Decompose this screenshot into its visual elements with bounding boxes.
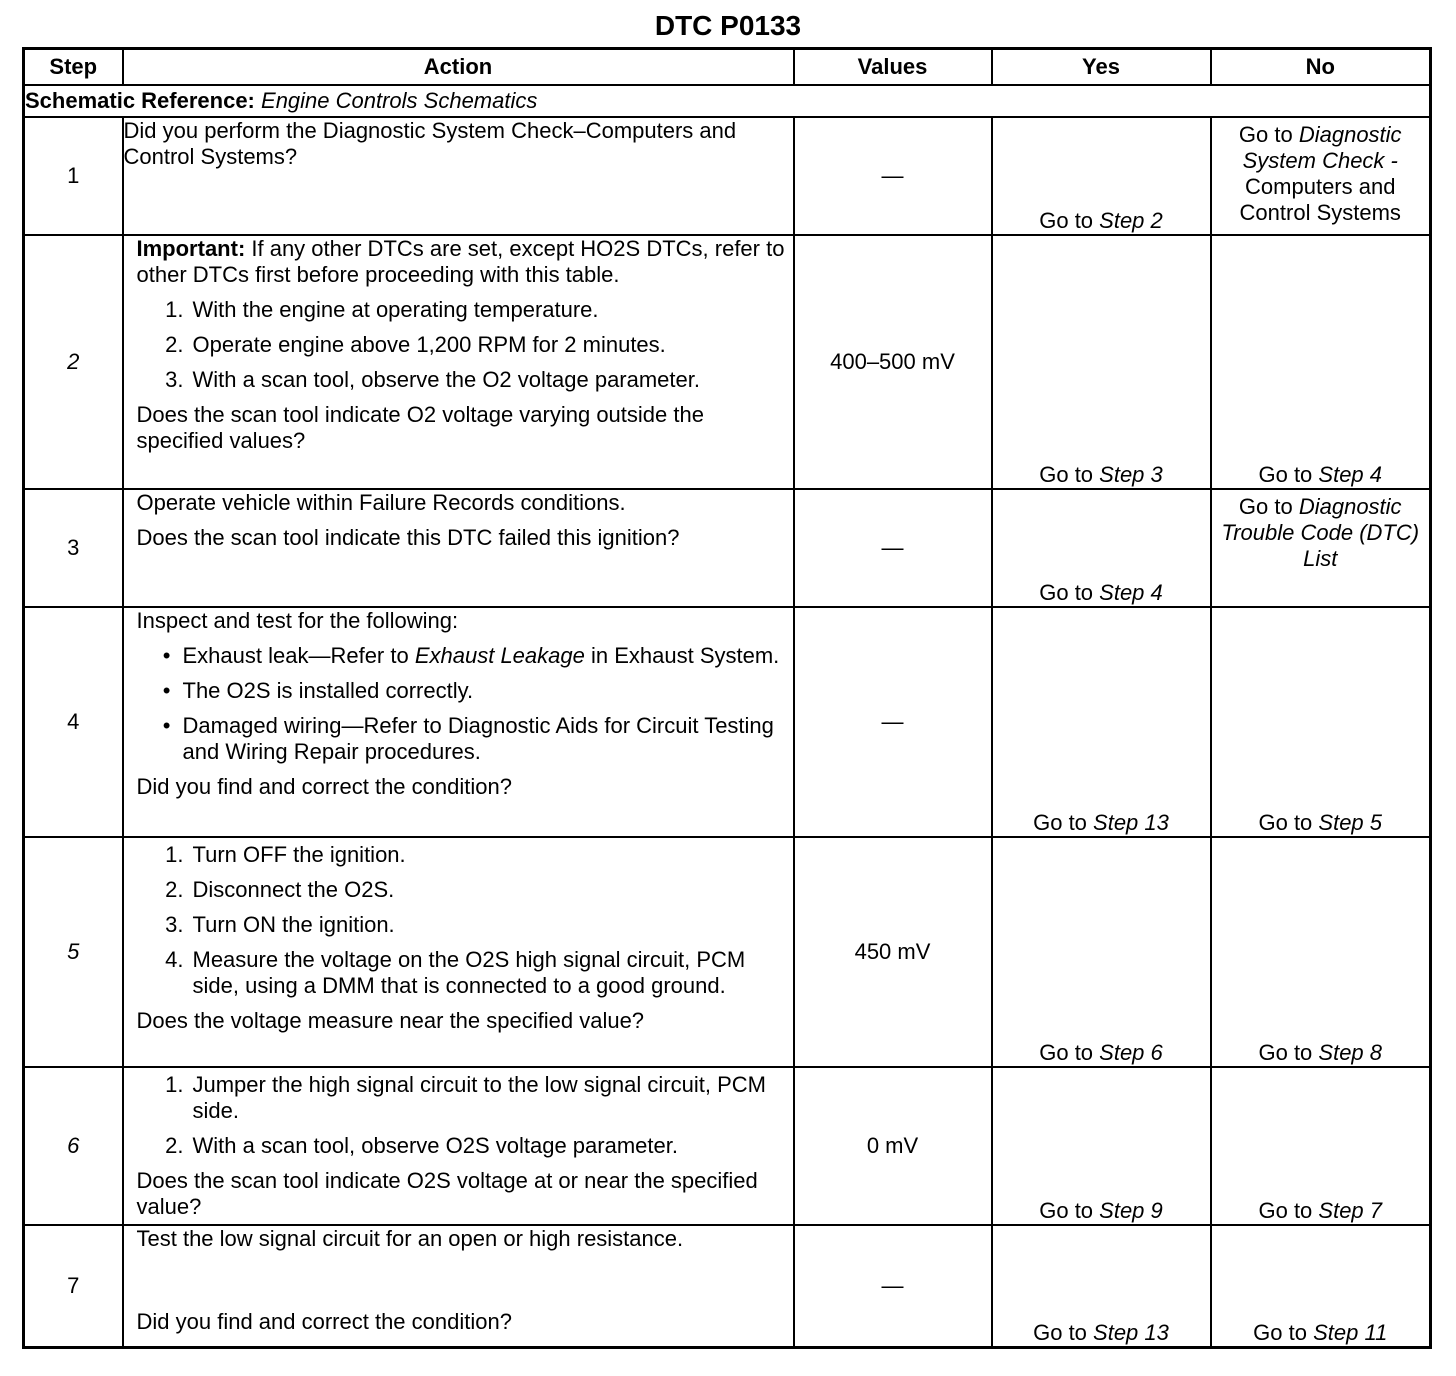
important-label: Important: [136, 236, 246, 261]
no-cell: Go to Diagnostic Trouble Code (DTC) List [1211, 489, 1431, 607]
procedure-list [137, 1072, 793, 1159]
table-row [24, 117, 1431, 235]
list-item: 1. With the engine at operating temperature. [165, 297, 599, 322]
dtc-table [22, 47, 1432, 1349]
no-target: Step 5 [1318, 810, 1383, 835]
step-number: 3 [24, 489, 123, 607]
yes-target: Step 6 [1099, 1040, 1163, 1065]
no-cell: Go to Step 5 [1211, 607, 1431, 837]
yes-prefix: Go to [1039, 208, 1100, 233]
yes-target: Step 9 [1099, 1198, 1163, 1223]
list-item: 3. Turn ON the ignition. [165, 912, 395, 937]
yes-cell: Go to Step 13 [992, 607, 1211, 837]
step-number: 6 [24, 1067, 123, 1225]
action-cell [123, 117, 794, 235]
step-number: 4 [24, 607, 123, 837]
list-item: • Exhaust leak—Refer to Exhaust Leakage in Exhaust System. [162, 643, 780, 668]
step-number: 7 [24, 1225, 123, 1347]
step-number: 5 [24, 837, 123, 1067]
values-cell: 0 mV [794, 1067, 992, 1225]
action-question: Does the voltage measure near the specified value? [136, 1008, 645, 1033]
list-item: • The O2S is installed correctly. [162, 678, 474, 703]
no-prefix: Go to [1238, 122, 1299, 147]
yes-target: Step 2 [1099, 208, 1163, 233]
no-cell [1211, 117, 1431, 235]
action-intro: Inspect and test for the following: [136, 608, 459, 633]
action-question: Does the scan tool indicate this DTC failed this ignition? [136, 525, 680, 550]
no-cell: Go to Step 8 [1211, 837, 1431, 1067]
procedure-list [137, 842, 793, 999]
header-step: Step [24, 49, 123, 86]
no-target: Step 11 [1313, 1319, 1388, 1345]
list-item: • Damaged wiring—Refer to Diagnostic Aids for Circuit Testing and Wiring Repair procedures. [162, 713, 774, 764]
header-yes: Yes [992, 49, 1211, 86]
yes-cell [992, 117, 1211, 235]
schematic-reference [24, 85, 1431, 117]
values-cell: — [794, 1225, 992, 1347]
step-number: 2 [24, 235, 123, 489]
table-row [24, 1067, 1431, 1225]
no-target: Diagnostic System Check - [1242, 122, 1402, 173]
bullet-list [137, 643, 793, 765]
header-no: No [1211, 49, 1431, 86]
table-row [24, 1225, 1431, 1347]
values-cell: — [794, 489, 992, 607]
action-cell [123, 1225, 794, 1347]
procedure-list [137, 297, 793, 393]
list-item: 1. Turn OFF the ignition. [165, 842, 406, 867]
action-line: Operate vehicle within Failure Records conditions. [136, 490, 626, 515]
action-cell [123, 837, 794, 1067]
action-cell [123, 607, 794, 837]
no-cell: Go to Step 4 [1211, 235, 1431, 489]
table-row [24, 607, 1431, 837]
action-question: Does the scan tool indicate O2S voltage at or near the specified value? [136, 1168, 758, 1219]
yes-cell: Go to Step 13 [992, 1225, 1211, 1347]
schematic-row [24, 85, 1431, 117]
action-cell [123, 235, 794, 489]
values-cell: — [794, 117, 992, 235]
table-row [24, 489, 1431, 607]
important-note [137, 236, 793, 288]
table-row [24, 235, 1431, 489]
action-question: Did you find and correct the condition? [136, 774, 512, 799]
yes-cell: Go to Step 6 [992, 837, 1211, 1067]
yes-cell: Go to Step 9 [992, 1067, 1211, 1225]
no-suffix: Computers and Control Systems [1239, 174, 1401, 225]
action-line: Test the low signal circuit for an open or high resistance. [136, 1226, 684, 1251]
no-target: Step 8 [1318, 1040, 1383, 1065]
header-row [24, 49, 1431, 86]
step-number: 1 [24, 117, 123, 235]
list-item: 2. Disconnect the O2S. [165, 877, 395, 902]
yes-target: Step 13 [1093, 1319, 1169, 1345]
yes-target: Step 3 [1099, 462, 1163, 487]
yes-cell: Go to Step 3 [992, 235, 1211, 489]
action-cell [123, 1067, 794, 1225]
yes-cell: Go to Step 4 [992, 489, 1211, 607]
action-question: Did you find and correct the condition? [136, 1309, 512, 1334]
values-cell: — [794, 607, 992, 837]
schematic-label: Schematic Reference: [25, 88, 255, 113]
table-row [24, 837, 1431, 1067]
action-question: Does the scan tool indicate O2 voltage varying outside the specified values? [136, 402, 704, 453]
action-cell [123, 489, 794, 607]
list-item: 3. With a scan tool, observe the O2 voltage parameter. [165, 367, 700, 392]
no-target: Diagnostic Trouble Code (DTC) List [1221, 494, 1420, 571]
no-target: Step 7 [1318, 1198, 1383, 1223]
important-text: If any other DTCs are set, except HO2S DTCs, refer to other DTCs first before proceeding with this table. [136, 236, 785, 287]
page-title: DTC P0133 [654, 10, 802, 41]
values-cell: 400–500 mV [794, 235, 992, 489]
action-question: Did you perform the Diagnostic System Check–Computers and Control Systems? [123, 118, 737, 169]
list-item: 2. Operate engine above 1,200 RPM for 2 minutes. [165, 332, 666, 357]
no-cell: Go to Step 11 [1211, 1225, 1431, 1347]
list-item: 4. Measure the voltage on the O2S high signal circuit, PCM side, using a DMM that is connected to a good ground. [165, 947, 746, 998]
no-cell: Go to Step 7 [1211, 1067, 1431, 1225]
yes-target: Step 4 [1099, 580, 1163, 605]
header-values: Values [794, 49, 992, 86]
list-item: 2. With a scan tool, observe O2S voltage parameter. [165, 1133, 678, 1158]
list-item: 1. Jumper the high signal circuit to the low signal circuit, PCM side. [165, 1072, 766, 1123]
values-cell: 450 mV [794, 837, 992, 1067]
schematic-value: Engine Controls Schematics [261, 88, 538, 113]
yes-target: Step 13 [1093, 810, 1169, 835]
header-action: Action [123, 49, 794, 86]
no-target: Step 4 [1318, 462, 1383, 487]
